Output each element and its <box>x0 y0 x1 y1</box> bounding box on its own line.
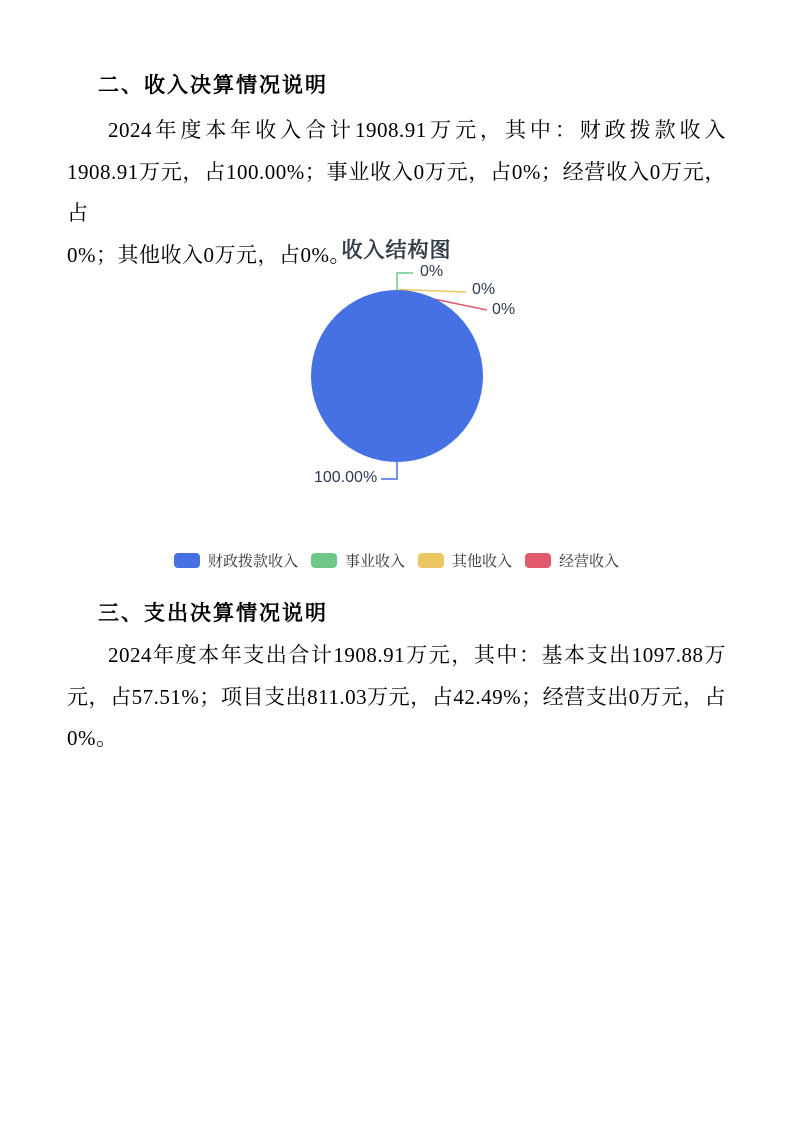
paragraph-line: 2024年度本年收入合计1908.91万元，其中：财政拨款收入 <box>108 118 726 142</box>
legend-swatch-yellow <box>418 553 444 568</box>
legend-label: 其他收入 <box>452 553 513 570</box>
legend-swatch-blue <box>174 553 200 568</box>
paragraph-line: 0%。 <box>67 726 118 750</box>
legend-swatch-red <box>525 553 551 568</box>
pie-label-business-income: 0% <box>420 263 444 280</box>
pie-label-other-income: 0% <box>472 281 496 298</box>
pie-label-operating-income: 0% <box>492 301 516 318</box>
paragraph-line: 0%；其他收入0万元，占0%。 <box>67 242 351 267</box>
legend-item-business-income <box>311 550 405 571</box>
pie-slice-financial-appropriation <box>311 290 483 462</box>
legend-label: 经营收入 <box>559 553 620 570</box>
legend-item-other-income <box>418 550 512 571</box>
leader-line-financial-income <box>381 462 397 479</box>
legend-label: 财政拨款收入 <box>207 553 298 570</box>
legend-item-operating-income <box>525 550 619 571</box>
section-heading-income: 二、收入决算情况说明 <box>98 73 328 97</box>
paragraph-line: 2024年度本年支出合计1908.91万元，其中：基本支出1097.88万 <box>108 643 726 667</box>
income-structure-pie-chart <box>0 232 793 585</box>
legend-label: 事业收入 <box>344 553 405 570</box>
chart-legend <box>0 550 793 571</box>
section-heading-expense: 三、支出决算情况说明 <box>98 601 328 625</box>
legend-swatch-green <box>311 553 337 568</box>
pie-label-financial-income: 100.00% <box>314 469 378 486</box>
expense-paragraph <box>67 635 726 760</box>
paragraph-line: 1908.91万元，占100.00%；事业收入0万元，占0%；经营收入0万元，占 <box>67 159 726 225</box>
chart-title: 收入结构图 <box>341 239 452 262</box>
paragraph-line: 元，占57.51%；项目支出811.03万元，占42.49%；经营支出0万元，占 <box>67 684 726 709</box>
legend-item-financial-income <box>174 550 298 571</box>
leader-line-business-income <box>397 273 413 291</box>
